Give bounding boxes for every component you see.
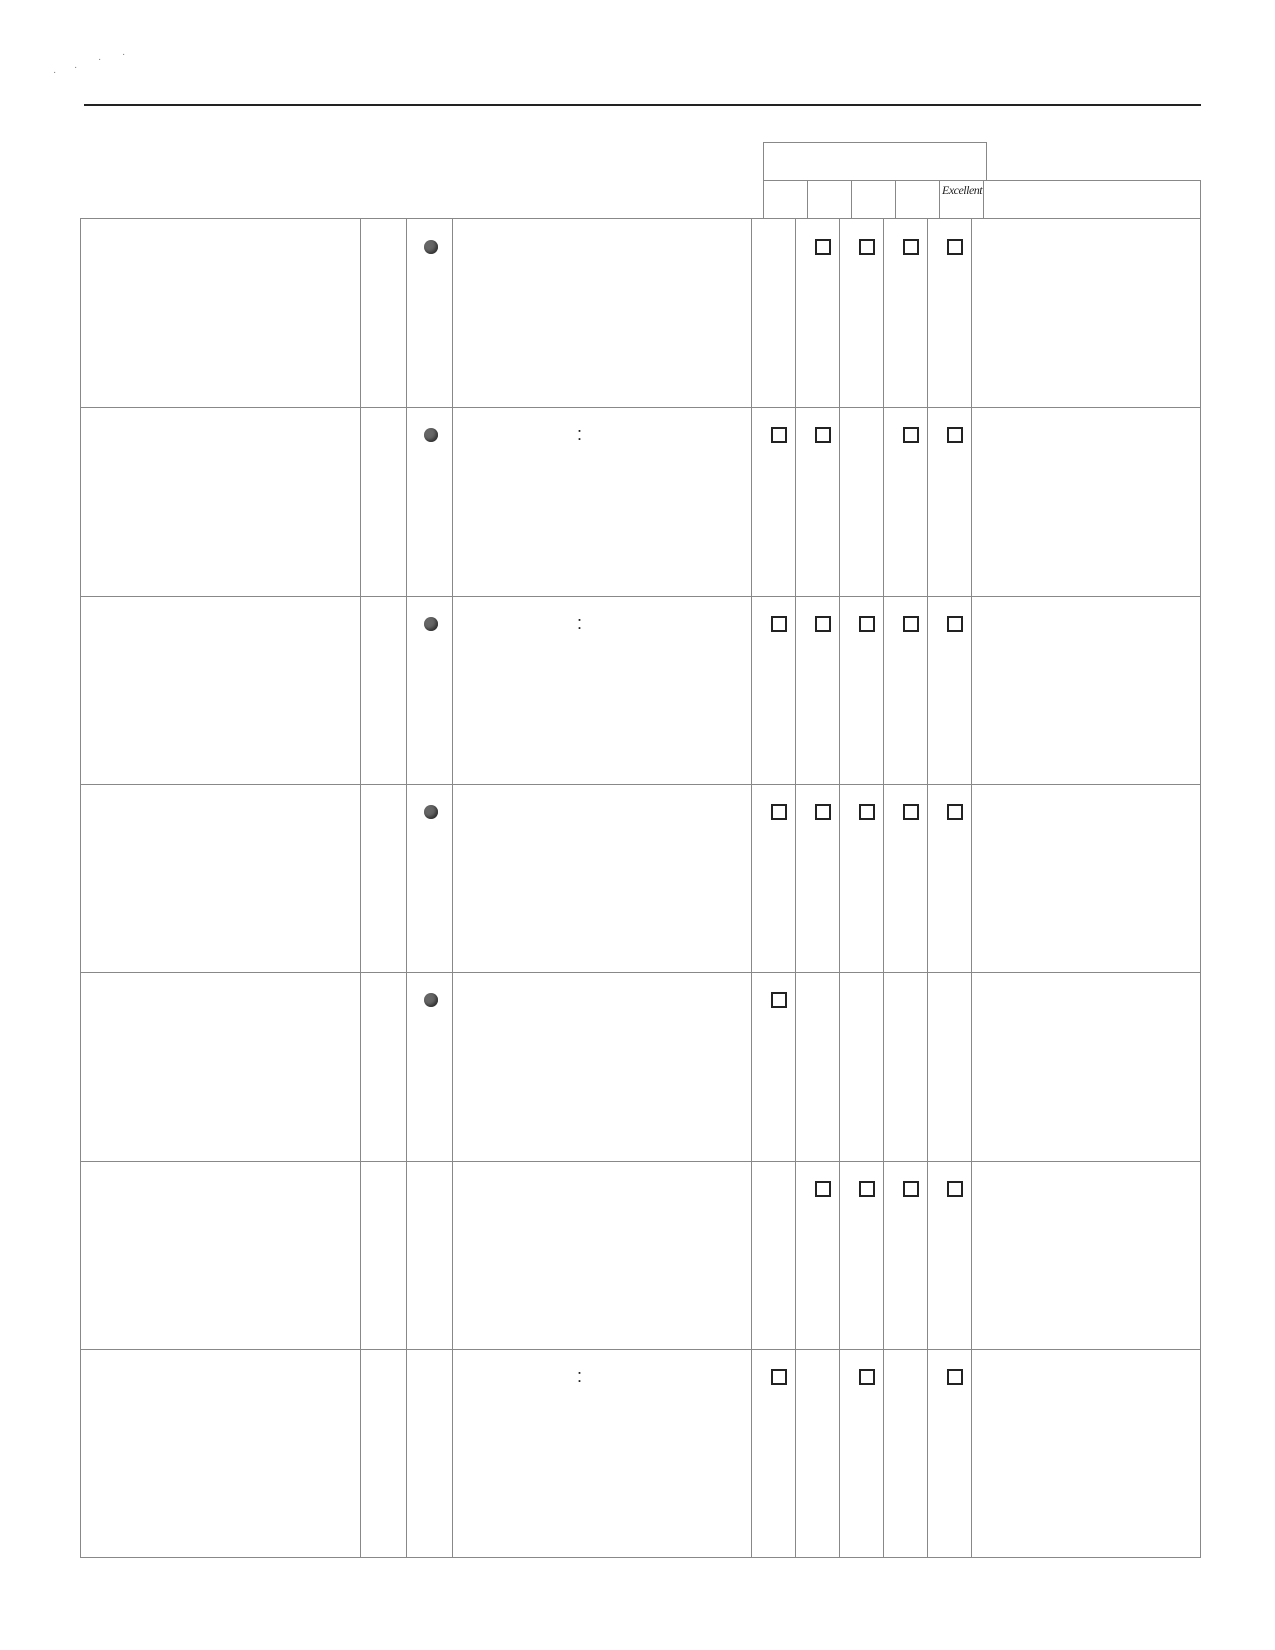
rating-checkbox[interactable] <box>859 804 875 820</box>
rating-checkbox[interactable] <box>771 1369 787 1385</box>
bullet-marker <box>424 805 438 819</box>
rating-checkbox[interactable] <box>771 992 787 1008</box>
colon-mark: : <box>577 1366 583 1386</box>
bullet-marker <box>424 617 438 631</box>
rating-checkbox[interactable] <box>947 804 963 820</box>
scan-speck: · <box>98 54 102 65</box>
colon-mark: : <box>577 424 583 444</box>
colon-mark: : <box>577 613 583 633</box>
bullet-marker <box>424 993 438 1007</box>
rating-checkbox[interactable] <box>947 1369 963 1385</box>
rating-checkbox[interactable] <box>903 1181 919 1197</box>
bullet-marker <box>424 428 438 442</box>
rating-checkbox[interactable] <box>947 616 963 632</box>
rating-checkbox[interactable] <box>947 1181 963 1197</box>
rating-checkbox[interactable] <box>771 804 787 820</box>
rating-checkbox[interactable] <box>771 616 787 632</box>
rating-checkbox[interactable] <box>903 427 919 443</box>
bullet-marker <box>424 240 438 254</box>
scan-speck: · <box>53 67 57 78</box>
rating-checkbox[interactable] <box>947 427 963 443</box>
rating-checkbox[interactable] <box>815 239 831 255</box>
rating-excellent-label: Excellent <box>942 183 983 197</box>
rating-checkbox[interactable] <box>903 239 919 255</box>
rating-checkbox[interactable] <box>815 616 831 632</box>
header-rule <box>84 104 1201 106</box>
rating-scale-group-header <box>763 142 987 180</box>
rating-checkbox[interactable] <box>815 804 831 820</box>
rating-checkbox[interactable] <box>815 427 831 443</box>
evaluation-table <box>80 218 1201 1558</box>
rating-checkbox[interactable] <box>859 616 875 632</box>
rating-checkbox[interactable] <box>947 239 963 255</box>
rating-checkbox[interactable] <box>859 239 875 255</box>
rating-checkbox[interactable] <box>815 1181 831 1197</box>
rating-checkbox[interactable] <box>771 427 787 443</box>
rating-checkbox[interactable] <box>859 1369 875 1385</box>
rating-checkbox[interactable] <box>903 616 919 632</box>
scan-speck: · <box>74 62 78 73</box>
scan-speck: · <box>122 49 126 60</box>
rating-checkbox[interactable] <box>903 804 919 820</box>
rating-checkbox[interactable] <box>859 1181 875 1197</box>
